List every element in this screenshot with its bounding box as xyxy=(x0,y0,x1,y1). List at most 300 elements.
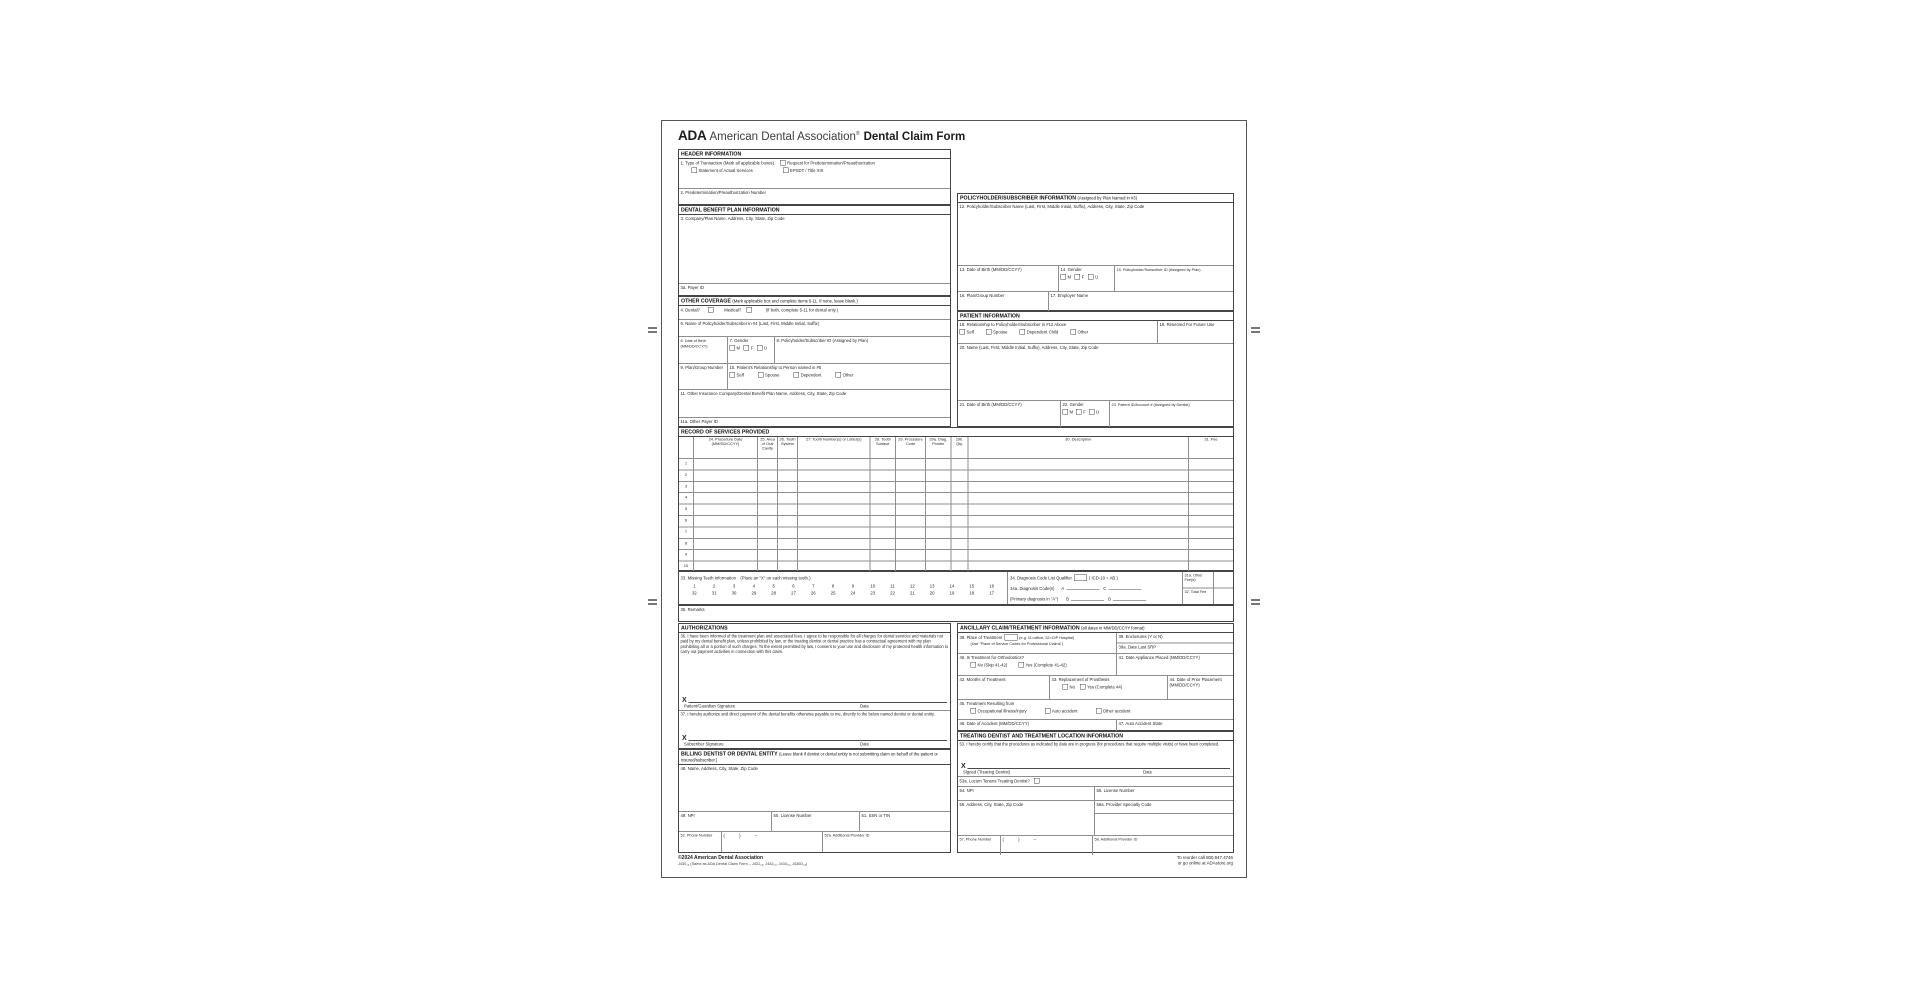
treating-dentist-signature-line[interactable] xyxy=(968,762,1230,769)
payer-id-field[interactable] xyxy=(679,284,950,295)
section-treating-dentist xyxy=(957,731,1234,853)
service-cell[interactable] xyxy=(951,470,968,480)
service-cell[interactable] xyxy=(693,539,757,549)
service-cell[interactable] xyxy=(693,550,757,560)
service-cell[interactable] xyxy=(895,527,925,537)
checkbox-occupational[interactable] xyxy=(971,708,977,714)
reserved-future-use-field xyxy=(1157,321,1233,343)
item32-label: 32. Total Fee xyxy=(1184,589,1207,594)
service-cell[interactable] xyxy=(925,550,951,560)
tooth-number: 4 xyxy=(752,583,756,589)
item53a-label: 53a. Locum Tenens Treating Dentist? xyxy=(959,778,1030,784)
remarks-field[interactable] xyxy=(679,606,1233,621)
tooth-number: 2 xyxy=(713,583,716,589)
tooth-number: 22 xyxy=(890,590,895,596)
service-cell[interactable] xyxy=(757,459,777,469)
registered-mark: ® xyxy=(855,131,860,137)
checkbox-gender-u[interactable] xyxy=(757,345,763,351)
tooth-number: 28 xyxy=(771,590,777,596)
item38-label: 38. Place of Treatment xyxy=(959,635,1003,641)
section-ancillary xyxy=(957,623,1234,731)
service-cell[interactable] xyxy=(1188,516,1233,526)
service-row xyxy=(679,458,1233,469)
rel-dependent-label: Dependent xyxy=(800,372,822,378)
section-title: ANCILLARY CLAIM/TREATMENT INFORMATION (all dates in MM/DD/CCYY format) xyxy=(958,624,1233,633)
service-cell[interactable] xyxy=(757,470,777,480)
plan-group-number-field[interactable] xyxy=(958,292,1048,313)
section-title-note: (all dates in MM/DD/CCYY format) xyxy=(1081,625,1145,631)
service-cell[interactable] xyxy=(968,539,1189,549)
rel-other-label: Other xyxy=(1077,329,1089,335)
tooth-number: 13 xyxy=(929,583,935,589)
service-cell[interactable] xyxy=(777,470,797,480)
service-cell[interactable] xyxy=(693,505,757,515)
service-cell[interactable] xyxy=(1188,482,1233,492)
service-cell[interactable] xyxy=(968,459,1189,469)
signed-label: Signed (Treating Dentist) xyxy=(963,769,1011,775)
other-coverage-type-field xyxy=(679,306,950,319)
service-row xyxy=(679,549,1233,560)
service-cell[interactable] xyxy=(925,459,951,469)
tooth-number: 19 xyxy=(949,590,955,596)
checkbox-gender-f[interactable] xyxy=(1076,409,1082,415)
service-cell[interactable] xyxy=(951,550,968,560)
service-cell[interactable] xyxy=(777,516,797,526)
treating-npi-field[interactable]: 54. NPI xyxy=(959,788,974,794)
section-billing-dentist xyxy=(678,749,951,853)
service-cell[interactable] xyxy=(895,470,925,480)
service-row-number: 8 xyxy=(684,540,688,546)
subscriber-signature-line[interactable] xyxy=(689,734,947,741)
service-cell[interactable] xyxy=(797,459,870,469)
service-cell[interactable] xyxy=(693,493,757,503)
gender-m-label: M xyxy=(1067,274,1072,280)
checkbox-prosthesis-no[interactable] xyxy=(1063,684,1069,690)
service-cell[interactable] xyxy=(757,493,777,503)
item23-label: 23. Patient ID/Account # (Assigned by Dentist) xyxy=(1111,402,1190,408)
checkbox-request-predetermination[interactable] xyxy=(780,160,786,166)
service-cell[interactable] xyxy=(757,516,777,526)
patient-name-field[interactable] xyxy=(958,344,1233,400)
service-cell[interactable] xyxy=(757,482,777,492)
checkbox-other-medical[interactable] xyxy=(746,307,752,313)
checkbox-statement-actual-services[interactable] xyxy=(692,167,698,173)
checkbox-rel-dependent-child[interactable] xyxy=(1020,329,1026,335)
other-subscriber-id-field[interactable] xyxy=(774,337,950,363)
patient-guardian-signature-line[interactable] xyxy=(689,696,947,703)
section-title: TREATING DENTIST AND TREATMENT LOCATION INFORMATION xyxy=(958,732,1233,741)
item14-label: 14. Gender xyxy=(1060,267,1082,273)
tooth-number: 15 xyxy=(969,583,975,589)
billing-npi-field[interactable] xyxy=(679,812,771,831)
treating-address-field[interactable] xyxy=(958,801,1094,835)
subscriber-sig-label: Subscriber Signature xyxy=(684,741,724,747)
checkbox-rel-self[interactable] xyxy=(730,372,736,378)
service-cell[interactable] xyxy=(951,459,968,469)
billing-name-address-field[interactable] xyxy=(679,765,950,811)
form-title xyxy=(678,128,965,144)
enclosures-field[interactable]: 39. Enclosures (Y or N) xyxy=(1118,634,1163,640)
item45-label: 45. Treatment Resulting from xyxy=(959,701,1015,707)
service-cell[interactable] xyxy=(870,459,896,469)
teeth-upper-row[interactable] xyxy=(681,584,1006,589)
service-cell[interactable] xyxy=(797,470,870,480)
section-title: HEADER INFORMATION xyxy=(679,150,950,159)
service-row-number: 3 xyxy=(684,483,688,489)
service-cell[interactable] xyxy=(797,527,870,537)
checkbox-gender-u[interactable] xyxy=(1088,274,1094,280)
phone-hint: ( ) – xyxy=(1002,837,1037,843)
phone-hint: ( ) – xyxy=(723,833,758,838)
service-cell[interactable] xyxy=(797,516,870,526)
item2-label: 2. Predetermination/Preauthorization Number xyxy=(680,190,767,196)
service-cell[interactable] xyxy=(797,493,870,503)
total-fee-value[interactable] xyxy=(1213,589,1233,605)
other-insurance-company-field[interactable] xyxy=(679,390,950,417)
checkbox-gender-m[interactable] xyxy=(730,345,736,351)
service-cell[interactable] xyxy=(797,482,870,492)
checkbox-rel-spouse[interactable] xyxy=(758,372,764,378)
service-cell[interactable] xyxy=(777,527,797,537)
item3-label: 3. Company/Plan Name, Address, City, State, Zip Code xyxy=(680,216,785,222)
section-dental-benefit-plan xyxy=(678,205,951,296)
occupational-label: Occupational illness/injury xyxy=(977,708,1027,714)
tooth-number: 10 xyxy=(870,583,876,589)
footer-left xyxy=(678,855,807,866)
service-row xyxy=(679,515,1233,526)
service-row xyxy=(679,481,1233,492)
employer-name-field[interactable] xyxy=(1048,292,1233,313)
service-cell[interactable] xyxy=(925,539,951,549)
other-patient-relationship-field xyxy=(727,364,950,389)
qualifier-box[interactable] xyxy=(1074,575,1087,582)
checkbox-rel-self[interactable] xyxy=(960,329,966,335)
item43-label: 43. Replacement of Prosthesis xyxy=(1051,677,1110,683)
col-fee: 31. Fee xyxy=(1188,437,1233,458)
form-codes: J430₂₄ (Same as ADA Dental Claim Form – J431₂₄, J432₂₄, J434₂₄, J430D₂₄) xyxy=(678,861,808,866)
service-cell[interactable] xyxy=(895,505,925,515)
service-row-number: 7 xyxy=(684,529,688,534)
service-cell[interactable] xyxy=(951,493,968,503)
billing-additional-provider-id-field[interactable]: 52a. Additional Provider ID xyxy=(822,832,950,852)
service-cell[interactable] xyxy=(951,482,968,492)
checkbox-gender-m[interactable] xyxy=(1063,409,1069,415)
checkbox-ortho-yes[interactable] xyxy=(1018,662,1024,668)
company-plan-name-field[interactable] xyxy=(679,215,950,283)
service-cell[interactable] xyxy=(870,470,896,480)
section-title-note: (Assigned by Plan Named in #3) xyxy=(1077,195,1137,201)
service-cell[interactable] xyxy=(951,539,968,549)
auto-accident-state-field[interactable]: 47. Auto Accident State xyxy=(1116,720,1233,732)
service-row xyxy=(679,526,1233,537)
service-cell[interactable] xyxy=(968,470,1189,480)
place-of-treatment-box[interactable] xyxy=(1004,634,1017,641)
service-cell[interactable] xyxy=(895,482,925,492)
rel-spouse-label: Spouse xyxy=(993,329,1008,335)
checkbox-ortho-no[interactable] xyxy=(971,662,977,668)
treating-phone-field[interactable] xyxy=(1000,836,1092,855)
tooth-number: 31 xyxy=(711,590,717,596)
service-cell[interactable] xyxy=(1188,550,1233,560)
item53-text: 53. I hereby certify that the procedures as indicated by date are in progress (for procedures that require multiple visits) or have been completed. xyxy=(959,742,1220,747)
section-other-coverage xyxy=(678,296,951,427)
col-tooth-surface: 28. Tooth Surface xyxy=(870,437,896,458)
item11a-label: 11a. Other Payer ID xyxy=(680,419,718,425)
service-cell[interactable] xyxy=(693,470,757,480)
policyholder-dob-field[interactable] xyxy=(958,266,1058,291)
service-cell[interactable] xyxy=(895,550,925,560)
item36-text: 36. I have been informed of the treatment plan and associated fees. I agree to be responsible for all charges for dental services and materials not paid by my dental benefit plan, unless prohibited by law, or the treating dentist or dental practice has a contractual agreement with my plan prohibiting all or a portion of such charges. To the extent permitted by law, I consent to your use and disclosure of my protected health information to carry out payment activities in connection with this claim. xyxy=(680,634,949,654)
policyholder-gender-field xyxy=(1058,266,1114,291)
form-name: Dental Claim Form xyxy=(863,129,966,143)
service-cell[interactable] xyxy=(797,505,870,515)
service-cell[interactable] xyxy=(693,459,757,469)
checkbox-prosthesis-yes[interactable] xyxy=(1080,684,1086,690)
service-cell[interactable] xyxy=(757,539,777,549)
service-cell[interactable] xyxy=(895,539,925,549)
service-row xyxy=(679,492,1233,503)
service-cell[interactable] xyxy=(870,550,896,560)
tooth-number: 23 xyxy=(870,590,876,596)
service-cell[interactable] xyxy=(693,527,757,537)
item48-label: 48. Name, Address, City, State, Zip Code xyxy=(680,766,758,771)
section-title: AUTHORIZATIONS xyxy=(679,624,950,633)
item34-note: ( ICD-10 = AB ) xyxy=(1088,575,1118,581)
diagnosis-line-b[interactable] xyxy=(1071,596,1104,601)
service-cell[interactable] xyxy=(777,539,797,549)
service-cell[interactable] xyxy=(968,527,1189,537)
item50-label: 50. License Number xyxy=(773,813,812,818)
teeth-lower-row[interactable] xyxy=(681,591,1006,596)
checkbox-other-dental[interactable] xyxy=(708,307,714,313)
service-cell[interactable] xyxy=(757,527,777,537)
service-cell[interactable] xyxy=(951,505,968,515)
item15-label: 15. Policyholder/Subscriber ID (Assigned by Plan) xyxy=(1116,267,1201,273)
service-cell[interactable] xyxy=(968,550,1189,560)
gender-f-label: F xyxy=(750,345,754,351)
tooth-number: 1 xyxy=(693,583,696,589)
type-of-transaction-field xyxy=(679,159,950,188)
service-cell[interactable] xyxy=(870,527,896,537)
slot-b: B xyxy=(1066,596,1069,602)
service-cell[interactable] xyxy=(925,516,951,526)
policyholder-id-field[interactable] xyxy=(1114,266,1233,291)
item5-label: 5. Name of Policyholder/Subscriber in #4 (Last, First, Middle Initial, Suffix) xyxy=(680,321,820,327)
slot-a: A xyxy=(1061,586,1065,591)
service-cell[interactable] xyxy=(951,527,968,537)
patient-id-field[interactable] xyxy=(1109,401,1233,429)
other-policyholder-name-field[interactable] xyxy=(679,320,950,336)
item20-label: 20. Name (Last, First, Middle Initial, Suffix), Address, City, State, Zip Code xyxy=(959,345,1099,351)
date-last-srp-field[interactable]: 39a. Date Last SRP xyxy=(1117,643,1233,654)
date-appliance-placed-field[interactable]: 41. Date Appliance Placed (MM/DD/CCYY) xyxy=(1116,654,1233,675)
service-cell[interactable] xyxy=(693,482,757,492)
item38-note2: (Use "Place of Service Codes for Professional Claims") xyxy=(970,641,1064,647)
checkbox-gender-f[interactable] xyxy=(744,345,750,351)
service-cell[interactable] xyxy=(925,482,951,492)
service-cell[interactable] xyxy=(895,516,925,526)
col-procedure-date: 24. Procedure Date (MM/DD/CCYY) xyxy=(693,437,757,458)
other-fee-value[interactable] xyxy=(1213,572,1233,588)
service-cell[interactable] xyxy=(777,493,797,503)
auto-accident-label: Auto accident xyxy=(1051,708,1078,714)
item9-label: 9. Plan/Group Number xyxy=(680,365,724,371)
item6-label: 6. Date of Birth (MM/DD/CCYY) xyxy=(680,338,708,349)
gender-u-label: U xyxy=(764,345,768,351)
service-row-number: 2 xyxy=(684,472,688,477)
diagnosis-line-d[interactable] xyxy=(1113,596,1146,601)
date-prior-placement-field[interactable]: 44. Date of Prior Placement (MM/DD/CCYY) xyxy=(1167,676,1233,699)
service-cell[interactable] xyxy=(693,516,757,526)
gender-f-label: F xyxy=(1081,274,1085,280)
service-cell[interactable] xyxy=(777,459,797,469)
service-cell[interactable] xyxy=(870,539,896,549)
policyholder-name-field[interactable] xyxy=(958,203,1233,265)
x-mark: X xyxy=(682,733,687,742)
billing-phone-field[interactable] xyxy=(721,832,822,852)
checkbox-locum-tenens[interactable] xyxy=(1034,778,1040,784)
treatment-resulting-field xyxy=(958,700,1233,719)
tooth-number: 18 xyxy=(969,590,975,596)
date-of-accident-field[interactable]: 46. Date of Accident (MM/DD/CCYY) xyxy=(959,721,1029,727)
service-cell[interactable] xyxy=(777,505,797,515)
reorder-line1: To reorder call 800.947.4746 xyxy=(1177,855,1233,860)
checkbox-auto-accident[interactable] xyxy=(1045,708,1051,714)
section-title-note: (Mark applicable box and complete items 5-11. If none, leave blank.) xyxy=(732,298,858,304)
rel-other-label: Other xyxy=(842,372,854,378)
section-policyholder xyxy=(957,193,1234,311)
item34a-label: 34a. Diagnosis Code(s) xyxy=(1010,586,1055,591)
item56-label: 56. Address, City, State, Zip Code xyxy=(959,802,1024,808)
tooth-number: 12 xyxy=(909,583,915,589)
service-cell[interactable] xyxy=(797,550,870,560)
treating-license-field[interactable]: 55. License Number xyxy=(1094,787,1233,800)
checkbox-gender-f[interactable] xyxy=(1075,274,1081,280)
section-authorizations xyxy=(678,623,951,749)
section-missing-teeth-diagnosis xyxy=(678,571,1234,605)
provider-specialty-field[interactable]: 56a. Provider Specialty Code xyxy=(1095,801,1233,814)
service-cell[interactable] xyxy=(870,516,896,526)
service-cell[interactable] xyxy=(925,527,951,537)
checkbox-rel-other[interactable] xyxy=(1070,329,1076,335)
service-cell[interactable] xyxy=(951,516,968,526)
diagnosis-line-c[interactable] xyxy=(1108,586,1141,591)
tooth-number: 7 xyxy=(812,583,815,589)
diagnosis-line-a[interactable] xyxy=(1066,586,1099,591)
section-title: RECORD OF SERVICES PROVIDED xyxy=(679,428,1233,437)
tooth-number: 17 xyxy=(989,590,994,596)
prosthesis-no-label: No xyxy=(1069,684,1075,690)
item18-label: 18. Relationship to Policyholder/Subscriber in #12 Above xyxy=(959,322,1067,328)
checkbox-gender-u[interactable] xyxy=(1089,409,1095,415)
service-row xyxy=(679,469,1233,480)
date-label: Date xyxy=(1143,769,1152,775)
service-cell[interactable] xyxy=(968,505,1189,515)
item22-label: 22. Gender xyxy=(1062,402,1084,408)
reorder-line2: or go online at ADAstore.org xyxy=(1177,860,1233,866)
service-cell[interactable] xyxy=(870,505,896,515)
tooth-number: 29 xyxy=(751,590,757,596)
service-cell[interactable] xyxy=(1188,470,1233,480)
item33-label: 33. Missing Teeth Information xyxy=(680,575,736,581)
billing-ssn-tin-field[interactable] xyxy=(859,812,950,831)
item34-label: 34. Diagnosis Code List Qualifier xyxy=(1010,575,1072,581)
patient-dob-field[interactable] xyxy=(958,401,1060,429)
service-cell[interactable] xyxy=(870,493,896,503)
service-cell[interactable] xyxy=(1188,505,1233,515)
checkbox-other-accident[interactable] xyxy=(1096,708,1102,714)
fold-mark-right-top xyxy=(1251,327,1260,333)
other-plan-group-field[interactable] xyxy=(679,364,727,389)
item10-label: 10. Patient's Relationship to Person named in #5 xyxy=(729,365,822,371)
ortho-yes-label: Yes (Complete 41-42) xyxy=(1025,662,1067,668)
date-label: Date xyxy=(860,703,869,709)
col-qty: 29b. Qty. xyxy=(951,437,968,458)
service-cell[interactable] xyxy=(757,550,777,560)
tooth-number: 11 xyxy=(890,583,895,589)
section-title: OTHER COVERAGE (Mark applicable box and complete items 5-11. If none, leave blank.) xyxy=(679,297,950,306)
service-cell[interactable] xyxy=(1188,493,1233,503)
ada-logo-text: ADA xyxy=(678,128,707,143)
checkbox-rel-dependent[interactable] xyxy=(794,372,800,378)
service-cell[interactable] xyxy=(925,505,951,515)
x-mark: X xyxy=(682,695,687,704)
section-title-note: (Leave blank if dentist or dental entity is not submitting claim on behalf of the patient or insured/subscriber.) xyxy=(681,751,938,763)
service-cell[interactable] xyxy=(895,493,925,503)
service-cell[interactable] xyxy=(968,516,1189,526)
service-cell[interactable] xyxy=(1188,459,1233,469)
service-cell[interactable] xyxy=(895,459,925,469)
billing-license-field[interactable] xyxy=(771,812,859,831)
checkbox-rel-other[interactable] xyxy=(836,372,842,378)
checkbox-rel-spouse[interactable] xyxy=(986,329,992,335)
tooth-number: 25 xyxy=(830,590,836,596)
service-cell[interactable] xyxy=(870,482,896,492)
item21-label: 21. Date of Birth (MM/DD/CCYY) xyxy=(959,402,1022,408)
service-cell[interactable] xyxy=(1188,539,1233,549)
service-cell[interactable] xyxy=(777,482,797,492)
service-cell[interactable] xyxy=(777,550,797,560)
tooth-number: 32 xyxy=(692,590,697,596)
tooth-number: 6 xyxy=(792,583,795,589)
service-cell[interactable] xyxy=(925,470,951,480)
checkbox-request-label: Request for Predetermination/Preauthorization xyxy=(787,160,875,166)
locum-tenens-field xyxy=(958,777,1233,786)
service-cell[interactable] xyxy=(968,482,1189,492)
service-cell[interactable] xyxy=(1188,527,1233,537)
service-cell[interactable] xyxy=(968,493,1189,503)
tooth-number: 16 xyxy=(989,583,994,589)
section-title: POLICYHOLDER/SUBSCRIBER INFORMATION (Assigned by Plan Named in #3) xyxy=(958,194,1233,203)
tooth-number: 8 xyxy=(831,583,835,589)
checkbox-gender-m[interactable] xyxy=(1061,274,1067,280)
item34a-note: (Primary diagnosis in "A") xyxy=(1010,596,1059,602)
treating-additional-provider-id-field[interactable]: 58. Additional Provider ID xyxy=(1092,836,1233,855)
checkbox-epsdt[interactable] xyxy=(783,167,789,173)
item17-label: 17. Employer Name xyxy=(1050,293,1089,299)
service-cell[interactable] xyxy=(925,493,951,503)
tooth-number: 27 xyxy=(791,590,796,596)
service-cell[interactable] xyxy=(797,539,870,549)
patient-sig-label: Patient/Guardian Signature xyxy=(684,703,736,709)
months-of-treatment-field[interactable]: 42. Months of Treatment xyxy=(959,677,1006,683)
col-procedure-code: 29. Procedure Code xyxy=(895,437,925,458)
tooth-number: 14 xyxy=(949,583,955,589)
service-cell[interactable] xyxy=(757,505,777,515)
other-dob-field[interactable] xyxy=(679,337,727,363)
item1-label: 1. Type of Transaction (Mark all applicable boxes) xyxy=(680,160,774,166)
gender-m-label: M xyxy=(1069,409,1074,415)
